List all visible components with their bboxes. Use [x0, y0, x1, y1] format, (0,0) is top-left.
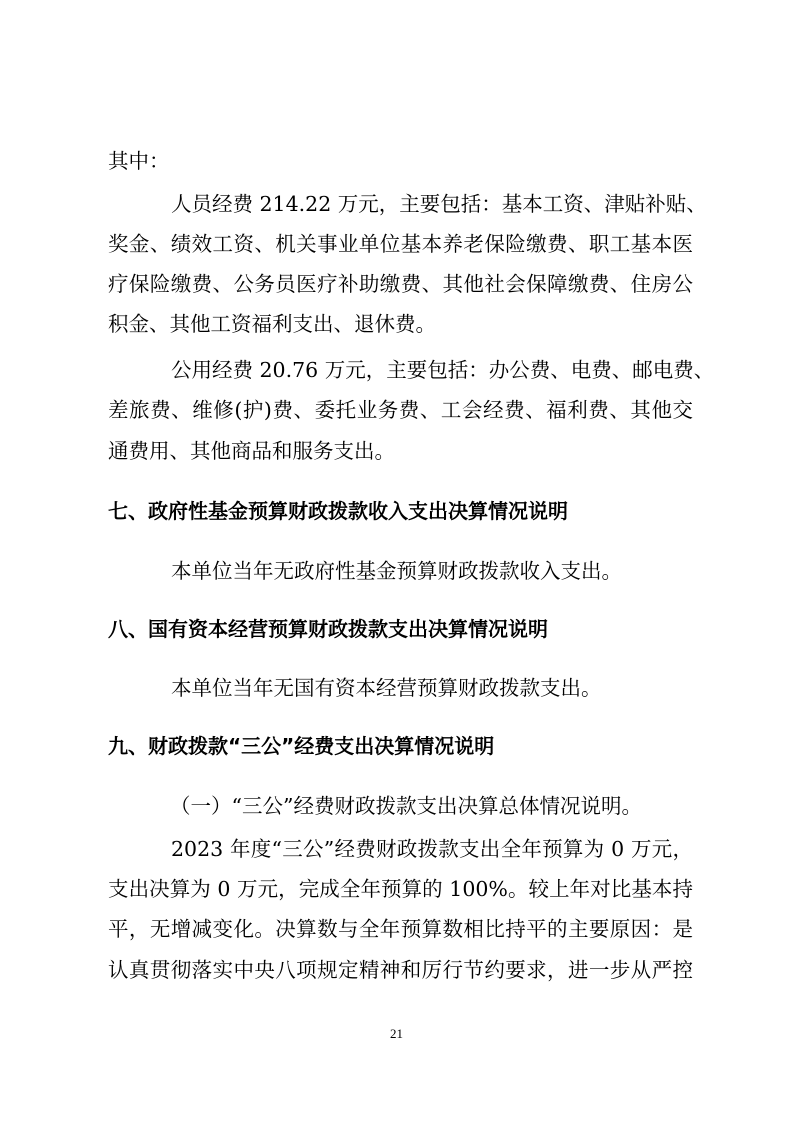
- personnel-expense-line-4: 积金、其他工资福利支出、退休费。: [108, 312, 436, 336]
- public-expense-line-2: 差旅费、维修(护)费、委托业务费、工会经费、福利费、其他交: [108, 398, 693, 422]
- section-8-body: 本单位当年无国有资本经营预算财政拨款支出。: [171, 676, 602, 700]
- intro-text: 其中：: [108, 149, 170, 173]
- section-9-line-1: 2023 年度“三公”经费财政拨款支出全年预算为 0 万元，: [171, 837, 693, 861]
- section-9-subheading: （一）“三公”经费财政拨款支出决算总体情况说明。: [170, 794, 642, 818]
- section-9-line-3: 平，无增减变化。决算数与全年预算数相比持平的主要原因：是: [108, 917, 693, 941]
- section-9-heading: 九、财政拨款“三公”经费支出决算情况说明: [108, 734, 495, 758]
- section-9-line-2: 支出决算为 0 万元，完成全年预算的 100%。较上年对比基本持: [108, 877, 693, 901]
- section-9-line-4: 认真贯彻落实中央八项规定精神和厉行节约要求，进一步从严控: [108, 958, 693, 982]
- section-7-body: 本单位当年无政府性基金预算财政拨款收入支出。: [171, 559, 622, 583]
- section-8-heading: 八、国有资本经营预算财政拨款支出决算情况说明: [108, 617, 548, 641]
- personnel-expense-line-3: 疗保险缴费、公务员医疗补助缴费、其他社会保障缴费、住房公: [108, 272, 693, 296]
- personnel-expense-line-1: 人员经费 214.22 万元，主要包括：基本工资、津贴补贴、: [171, 192, 707, 216]
- page-number: 21: [390, 1026, 403, 1041]
- public-expense-line-1: 公用经费 20.76 万元，主要包括：办公费、电费、邮电费、: [171, 358, 715, 382]
- public-expense-line-3: 通费用、其他商品和服务支出。: [108, 439, 395, 463]
- personnel-expense-line-2: 奖金、绩效工资、机关事业单位基本养老保险缴费、职工基本医: [108, 232, 693, 256]
- section-7-heading: 七、政府性基金预算财政拨款收入支出决算情况说明: [108, 499, 568, 523]
